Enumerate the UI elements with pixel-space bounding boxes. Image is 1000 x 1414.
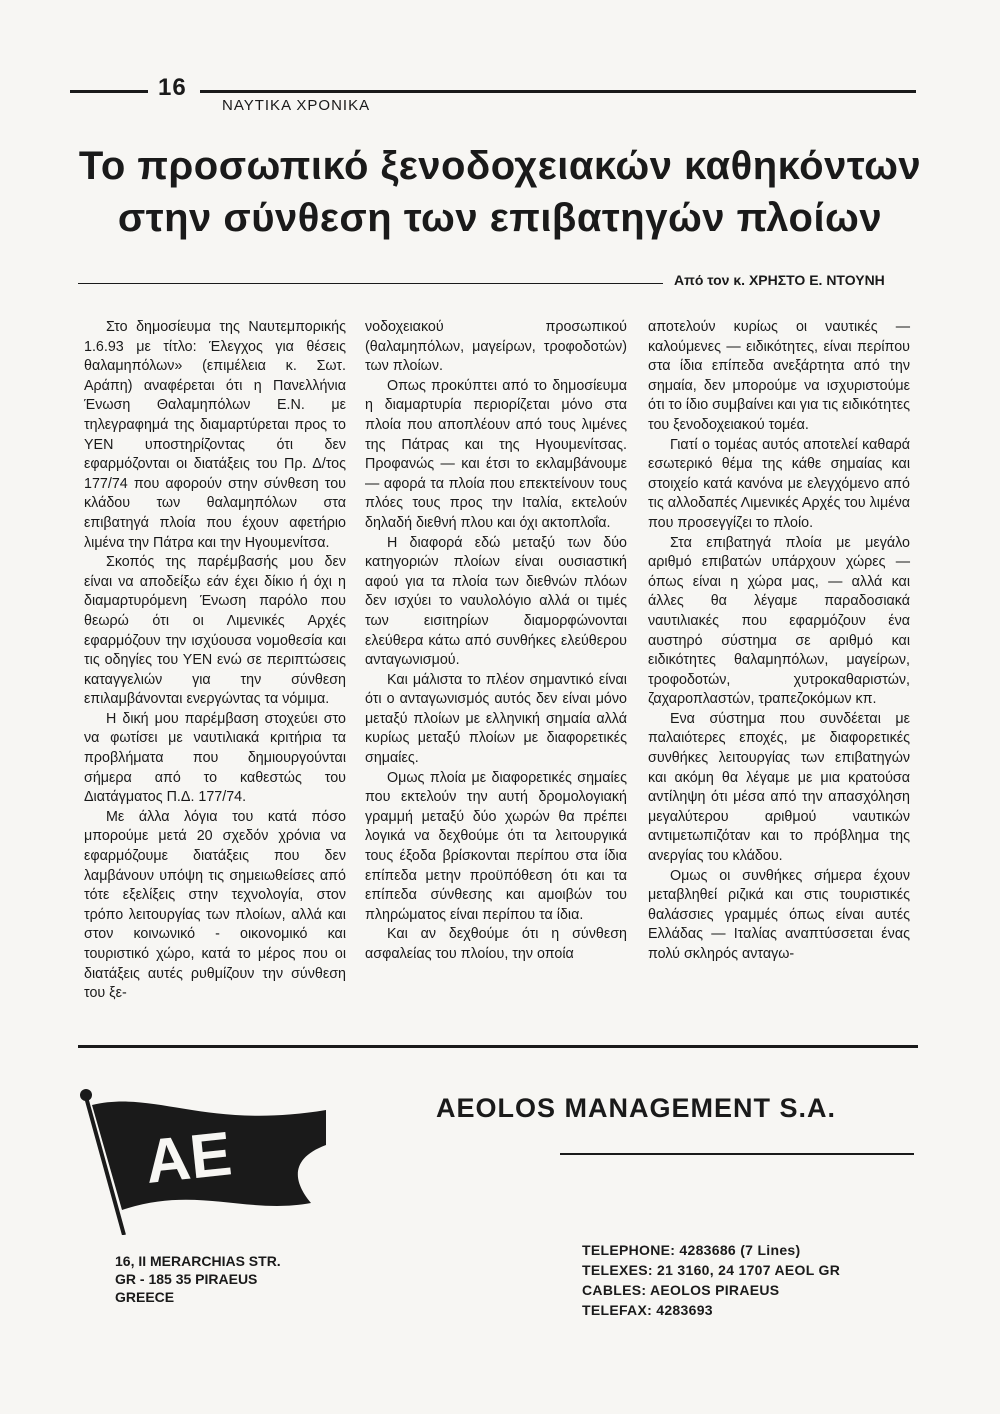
- flag-pole-finial: [80, 1089, 92, 1101]
- byline: Από τον κ. ΧΡΗΣΤΟ Ε. ΝΤΟΥΝΗ: [674, 272, 885, 288]
- paragraph: Ομως οι συνθήκες σήμερα έχουν μεταβληθεί ριζικά και στις τουριστικές θαλάσσιες γραμμές όπως είναι αυτές Ελλάδας — Ιταλίας αναπτύσσεται ένας πολύ σκληρός ανταγω-: [648, 867, 910, 962]
- company-contacts: [582, 1240, 840, 1320]
- address-line: GR - 185 35 PIRAEUS: [115, 1271, 258, 1287]
- flag-logo-icon: [76, 1085, 336, 1235]
- paragraph: Η δική μου παρέμβαση στοχεύει στο να φωτίσει με ναυτιλιακά κριτήρια τα προβλήματα που δημιουργούνται σήμερα από το καθεστώς του Διατάγματος Π.Δ. 177/74.: [84, 710, 346, 806]
- title-line-2: στην σύνθεση των επιβατηγών πλοίων: [117, 196, 883, 240]
- article-column-1: [84, 318, 346, 1004]
- title-line-1: Το προσωπικό ξενοδοχειακών καθηκόντων: [78, 144, 922, 188]
- article-column-2: [365, 318, 627, 965]
- address-line: 16, II MERARCHIAS STR.: [115, 1253, 281, 1269]
- company-name: AEOLOS MANAGEMENT S.A.: [436, 1093, 837, 1123]
- paragraph: Ομως πλοία με διαφορετικές σημαίες που εκτελούν την αυτή δρομολογιακή γραμμή μεταξύ δύο χωρών θα πρέπει λογικά να δεχθούμε ότι τα λειτουργικά τους έξοδα βρίσκονται περίπου στα ίδια επίπεδα μετην προϋπόθεση ότι και τα επίπεδα σύνθεσης και αμοιβών του πληρώματος είναι περίπου τα ίδια.: [365, 769, 627, 923]
- magazine-name: ΝΑΥΤΙΚΑ ΧΡΟΝΙΚΑ: [222, 97, 371, 114]
- header-rule-right: [200, 90, 916, 93]
- paragraph: νοδοχειακού προσωπικού (θαλαμηπόλων, μαγείρων, τροφοδοτών) των πλοίων.: [365, 319, 627, 375]
- article-column-3: [648, 318, 910, 965]
- company-address: [115, 1252, 281, 1306]
- cables: CABLES: AEOLOS PIRAEUS: [582, 1282, 780, 1298]
- page-number: 16: [158, 74, 187, 101]
- paragraph: Στο δημοσίευμα της Ναυτεμπορικής 1.6.93 με τίτλο: Έλεγχος για θέσεις θαλαμηπόλων» (επιμέλεια κ. Σωτ. Αράπη) αναφέρεται ότι η Πανελλήνια Ένωση Θαλαμηπόλων Ε.Ν. με τηλεγραφημά της διαμαρτύρεται προς το ΥΕΝ υποστηρίζοντας ότι δεν εφαρμόζονται οι διατάξεις του Πρ. Δ/τος 177/74 που αφορούν στην σύνθεση του κλάδου των θαλαμηπόλων στα επιβατηγά πλοία που έχουν αφετήριο λιμένα την Πάτρα και την Ηγουμενίτσα.: [84, 319, 346, 551]
- telephone: TELEPHONE: 4283686 (7 Lines): [582, 1242, 801, 1258]
- byline-rule: [78, 283, 663, 284]
- article-title: [60, 140, 940, 244]
- paragraph: Και μάλιστα το πλέον σημαντικό είναι ότι ο ανταγωνισμός αυτός δεν είναι μόνο μεταξύ πλοίων με ελληνική σημαία αλλά κυρίως μεταξύ πλοίων με διαφορετικές σημαίες.: [365, 671, 627, 767]
- address-line: GREECE: [115, 1289, 175, 1305]
- header-rule-left: [70, 90, 148, 93]
- article-bottom-rule: [78, 1045, 918, 1048]
- flag-letters: ΑΕ: [141, 1119, 235, 1197]
- paragraph: Με άλλα λόγια του κατά πόσο μπορούμε μετά 20 σχεδόν χρόνια να εφαρμόζουμε διατάξεις που δεν λαμβάνουν υπόψη τις σημειωθείσες από τότε εξελίξεις στην τεχνολογία, στον τρόπο λειτουργίας των πλοίων, αλλά και στον κοινωνικό - οικονομικό και τουριστικό χώρο, κατά το μέρος που οι διατάξεις αυτές ρυθμίζουν την σύνθεση του ξε-: [84, 808, 346, 1002]
- paragraph: Και αν δεχθούμε ότι η σύνθεση ασφαλείας του πλοίου, την οποία: [365, 926, 627, 962]
- paragraph: Η διαφορά εδώ μεταξύ των δύο κατηγοριών πλοίων είναι ουσιαστική αφού για τα πλοία των διεθνών πλόων δεν ισχύει το ναυλολόγιο αλλά οι τιμές των εισιτηρίων διαμορφώνονται ελεύθερα κάτω από συνθήκες ελεύθερου ανταγωνισμού.: [365, 534, 627, 669]
- paragraph: Στα επιβατηγά πλοία με μεγάλο αριθμό επιβατών υπάρχουν χώρες — όπως είναι η χώρα μας, — αλλά και άλλες θα λέγαμε παραδοσιακά ναυτιλιακές που εφαρμόζουν ένα αυστηρό σύστημα σε αριθμό και ειδικότητες θαλαμηπόλων, μαγείρων, τροφοδοτών, χυτροκαθαριστών, ζαχαροπλαστών, τραπεζοκόμων κπ.: [648, 534, 910, 708]
- telexes: TELEXES: 21 3160, 24 1707 AEOL GR: [582, 1262, 841, 1278]
- telefax: TELEFAX: 4283693: [582, 1302, 713, 1318]
- company-rule: [560, 1153, 914, 1155]
- paragraph: Σκοπός της παρέμβασής μου δεν είναι να αποδείξω εάν έχει δίκιο ή όχι η διαμαρτυρόμενη Ένωση παρόλο που θεωρώ ότι οι Λιμενικές Αρχές εφαρμόζουν την ισχύουσα νομοθεσία και τις οδηγίες του ΥΕΝ ενώ σε περιπτώσεις καταγγελιών για την σύνθεση επιλαμβάνονται ενεργώντας τα νόμιμα.: [84, 554, 346, 708]
- paragraph: Γιατί ο τομέας αυτός αποτελεί καθαρά εσωτερικό θέμα της κάθε σημαίας και στοιχείο κατά κανόνα με ελεγχόμενο από τις αλλοδαπές Λιμενικές Αρχές του λιμένα που προσεγγίζει το πλοίο.: [648, 436, 910, 531]
- paragraph: αποτελούν κυρίως οι ναυτικές — καλούμενες — ειδικότητες, είναι περίπου στα ίδια επίπεδα ανεξάρτητα από την σημαία, δεν μπορούμε να ισχυριστούμε ότι το ίδιο συμβαίνει και για τις ειδικότητες του ξενοδοχειακού τομέα.: [648, 319, 910, 433]
- paragraph: Οπως προκύπτει από το δημοσίευμα η διαμαρτυρία περιορίζεται μόνο στα πλοία που αποπλέουν από τους λιμένες της Πάτρας και της Ηγουμενίτσας. Προφανώς — και έτσι το εκλαμβάνουμε — αφορά τα πλοία που επεκτείνουν τους πλόες τους προς την Ιταλία, εκτελούν δηλαδή διεθνή πλου και όχι ακτοπλοΐα.: [365, 377, 627, 531]
- paragraph: Ενα σύστημα που συνδέεται με παλαιότερες εποχές, με διαφορετικές συνθήκες λειτουργίας των επιβατηγών και ακόμη θα λέγαμε με μια κρατούσα αντίληψη ότι μέσα από την απασχόληση μεγαλύτερου αριθμού ναυτικών αντιμετωπιζόταν και το πρόβλημα της ανεργίας του κλάδου.: [648, 710, 910, 865]
